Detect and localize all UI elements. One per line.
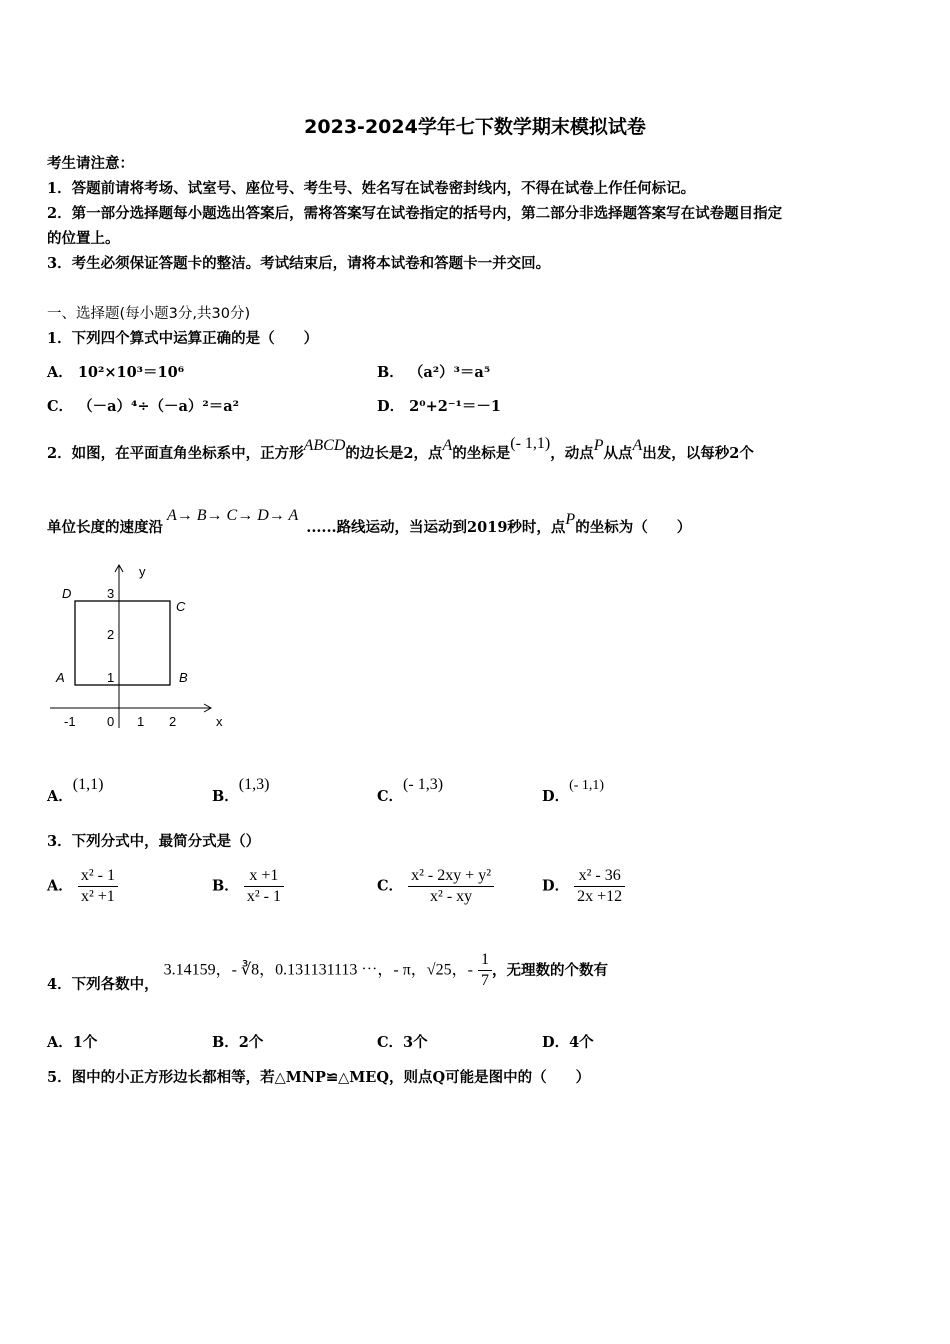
q2-option-b[interactable] (212, 773, 270, 805)
x-tick-2: 2 (169, 714, 177, 729)
square-abcd (75, 601, 170, 685)
q2-var-p: P (593, 437, 604, 454)
q2-text-7: 单位长度的速度沿 (47, 519, 163, 536)
q2-option-d-label: D． (542, 788, 570, 805)
q2-stem-line2 (47, 507, 692, 537)
q4-option-a[interactable]: A．1个 (47, 1034, 98, 1051)
q2-option-c-value: (- 1,3) (403, 776, 444, 793)
q2-option-d-value: (- 1,1) (569, 778, 605, 793)
q2-var-p2: P (565, 511, 576, 528)
q2-text-2: 的边长是2，点 (345, 445, 443, 462)
q4-tail: ，无理数的个数有 (491, 961, 608, 979)
q4-fraction-numerator: 1 (478, 950, 492, 971)
q2-option-b-label: B． (212, 788, 239, 805)
q2-var-a: A (442, 437, 453, 454)
vertex-c: C (176, 599, 186, 614)
q4-option-d[interactable]: D．4个 (542, 1034, 594, 1051)
q3-b-denominator: x² - 1 (246, 888, 281, 905)
notice-heading: 考生请注意： (47, 155, 134, 172)
q3-c-numerator: x² - 2xy + y² (408, 866, 494, 887)
y-tick-3: 3 (107, 586, 115, 601)
x-axis-label: x (216, 714, 223, 729)
q2-text-8: 路线运动，当运动到2019秒时，点 (336, 519, 566, 536)
notice-item-2-cont: 的位置上。 (47, 230, 120, 247)
q5-stem: 5．图中的小正方形边长都相等，若△MNP≌△MEQ，则点Q可能是图中的（ ） (47, 1069, 591, 1086)
q2-var-a2: A (632, 437, 643, 454)
vertex-d: D (62, 586, 72, 601)
q4-fraction (478, 950, 492, 991)
q1-option-a-text: 10²×10³＝10⁶ (77, 364, 185, 381)
q1-stem: 1．下列四个算式中运算正确的是（ ） (47, 330, 319, 347)
q1-option-c-text: （－a）⁴÷（－a）²＝a² (78, 398, 239, 415)
x-tick-1: 1 (137, 714, 145, 729)
q1-option-d-label: D． (377, 398, 405, 415)
q1-option-a-label: A． (47, 364, 73, 381)
q3-d-denominator: 2x +12 (577, 888, 623, 905)
q1-option-c[interactable] (47, 395, 239, 416)
q2-path: A→ B→ C→ D→ A (167, 507, 299, 524)
q2-var-abcd: ABCD (303, 437, 346, 454)
q2-option-b-value: (1,3) (238, 776, 270, 793)
y-tick-2: 2 (107, 627, 115, 642)
q1-option-a[interactable] (47, 361, 184, 382)
q3-option-c-fraction (408, 866, 494, 907)
q3-option-c-label: C． (377, 877, 404, 895)
q2-dots: ...... (306, 519, 337, 536)
q1-option-c-label: C． (47, 398, 74, 415)
q2-option-a[interactable] (47, 773, 104, 805)
notice-item-3: 3．考生必须保证答题卡的整洁。考试结束后，请将本试卷和答题卡一并交回。 (47, 255, 551, 272)
q2-text-6: 出发，以每秒2个 (642, 445, 754, 462)
q1-option-b-text: （a²）³＝a⁵ (408, 364, 491, 381)
q3-c-denominator: x² - xy (430, 888, 473, 905)
coordinate-figure (48, 558, 238, 738)
q3-option-a[interactable] (47, 866, 118, 907)
q2-stem-line1 (47, 435, 754, 463)
q3-d-numerator: x² - 36 (574, 866, 625, 887)
q2-option-a-label: A． (47, 788, 73, 805)
vertex-a: A (56, 670, 65, 685)
q3-stem: 3．下列分式中，最简分式是（） (47, 833, 261, 850)
q3-b-numerator: x +1 (244, 866, 284, 887)
q3-option-a-fraction (78, 866, 118, 907)
q3-option-a-label: A． (47, 877, 73, 895)
q1-option-b-label: B． (377, 364, 404, 381)
q2-option-c[interactable] (377, 773, 444, 805)
q1-option-d[interactable] (377, 395, 501, 416)
q3-a-numerator: x² - 1 (78, 866, 118, 887)
section-heading: 一、选择题(每小题3分,共30分) (47, 306, 251, 322)
q1-option-d-text: 2⁰+2⁻¹＝－1 (409, 398, 501, 415)
q4-stem-text: 4．下列各数中， (47, 975, 159, 993)
q2-text-9: 的坐标为（ ） (575, 519, 692, 536)
q3-option-c[interactable] (377, 866, 494, 907)
q3-option-b-fraction (244, 866, 284, 907)
q2-text-5: 从点 (603, 445, 633, 462)
notice-item-2: 2．第一部分选择题每小题选出答案后，需将答案写在试卷指定的括号内，第二部分非选择题答案写在试卷题目指定 (47, 205, 783, 222)
q3-option-b-label: B． (212, 877, 239, 895)
q2-text-1: 2．如图，在平面直角坐标系中，正方形 (47, 445, 304, 462)
q1-option-b[interactable] (377, 361, 490, 382)
notice-item-1: 1．答题前请将考场、试室号、座位号、考生号、姓名写在试卷密封线内，不得在试卷上作任何标记。 (47, 180, 696, 197)
q3-option-d[interactable] (542, 866, 625, 907)
vertex-b: B (179, 670, 188, 685)
q2-option-a-value: (1,1) (72, 776, 104, 793)
page-title: 2023-2024学年七下数学期末模拟试卷 (304, 116, 646, 138)
x-tick-neg1: -1 (64, 714, 76, 729)
y-tick-1: 1 (107, 670, 115, 685)
q2-text-3: 的坐标是 (452, 445, 511, 462)
q4-stem (47, 950, 608, 991)
q2-text-4: ，动点 (550, 445, 594, 462)
q4-option-c[interactable]: C．3个 (377, 1034, 428, 1051)
q2-option-c-label: C． (377, 788, 404, 805)
q4-fraction-denominator: 7 (480, 972, 489, 989)
q4-option-b[interactable]: B．2个 (212, 1034, 264, 1051)
q3-option-b[interactable] (212, 866, 284, 907)
q2-coord: (- 1,1) (510, 435, 551, 452)
q4-number-list: 3.14159，- ∛8，0.131131113 ⋯，- π，√25，- (163, 961, 473, 979)
q2-option-d[interactable] (542, 773, 605, 805)
x-tick-0: 0 (107, 714, 115, 729)
y-axis-label: y (139, 564, 146, 579)
q3-option-d-fraction (574, 866, 625, 907)
q3-a-denominator: x² +1 (80, 888, 115, 905)
q3-option-d-label: D． (542, 877, 570, 895)
